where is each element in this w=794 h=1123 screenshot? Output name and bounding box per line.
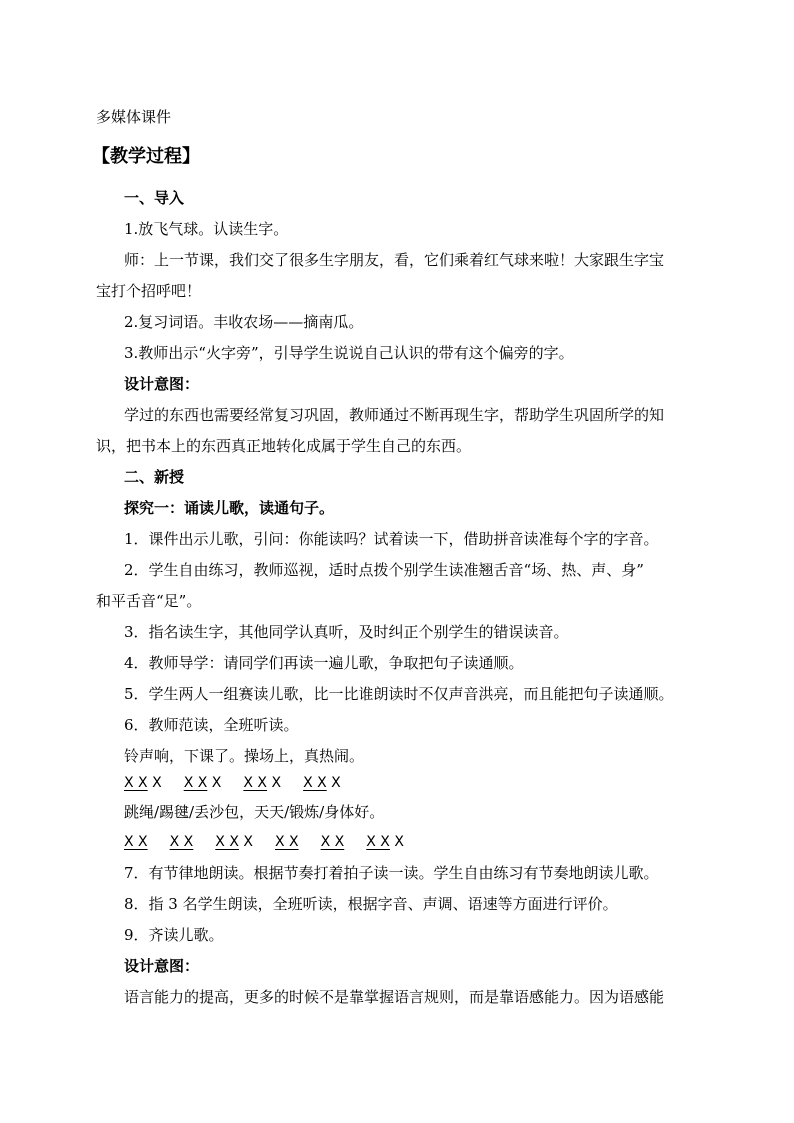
- media-line: 多媒体课件: [96, 108, 172, 126]
- poem-line: 铃声响，下课了。操场上，真热闹。: [124, 747, 365, 765]
- rhythm-line-2: [124, 832, 708, 852]
- explore-heading: 探究一：诵读儿歌，读通句子。: [124, 499, 335, 517]
- paragraph: 识，把书本上的东西真正地转化成属于学生自己的东西。: [96, 437, 472, 455]
- paragraph: 学过的东西也需要经常复习巩固，教师通过不断再现生字，帮助学生巩固所学的知: [124, 406, 665, 424]
- rhythm-beat: X: [389, 834, 404, 850]
- rhythm-beat: X: [267, 775, 282, 791]
- paragraph: 师：上一节课，我们交了很多生字朋友，看，它们乘着红气球来啦！大家跟生字宝: [124, 251, 665, 269]
- design-intent-label: 设计意图：: [124, 375, 200, 393]
- paragraph: 3.教师出示“火字旁”，引导学生说说自己认识的带有这个偏旁的字。: [124, 344, 574, 362]
- rhythm-beat-underlined: X X: [274, 834, 299, 850]
- paragraph: 2.复习词语。丰收农场——摘南瓜。: [124, 313, 364, 331]
- rhythm-line-1: [124, 773, 708, 793]
- rhythm-beat: X: [238, 834, 253, 850]
- rhythm-beat-underlined: X X: [243, 775, 268, 791]
- rhythm-beat-underlined: X X: [320, 834, 345, 850]
- paragraph: 宝打个招呼吧！: [96, 282, 202, 300]
- step-item: 4．教师导学：请同学们再读一遍儿歌，争取把句子读通顺。: [124, 654, 524, 672]
- part2-heading: 二、新授: [124, 468, 185, 486]
- step-item: 3．指名读生字，其他同学认真听，及时纠正个别学生的错误读音。: [124, 623, 569, 641]
- step-item: 5．学生两人一组赛读儿歌，比一比谁朗读时不仅声音洪亮，而且能把句子读通顺。: [124, 685, 674, 703]
- poem-line: 跳绳/踢毽/丢沙包，天天/锻炼/身体好。: [124, 803, 385, 821]
- rhythm-beat-underlined: X X: [183, 775, 208, 791]
- rhythm-beat: X: [147, 775, 162, 791]
- rhythm-beat-underlined: X X: [124, 834, 148, 850]
- step-item: 2．学生自由练习，教师巡视，适时点拨个别学生读准翘舌音“场、热、声、身”: [124, 561, 644, 579]
- rhythm-beat-underlined: X X: [124, 775, 148, 791]
- paragraph: 1.放飞气球。认读生字。: [124, 220, 289, 238]
- step-item: 9．齐读儿歌。: [124, 926, 224, 944]
- step-item: 7．有节律地朗读。根据节奏打着拍子读一读。学生自由练习有节奏地朗读儿歌。: [124, 864, 659, 882]
- rhythm-beat: X: [326, 775, 341, 791]
- rhythm-beat-underlined: X X: [303, 775, 327, 791]
- section-title: 【教学过程】: [92, 146, 200, 167]
- rhythm-beat: X: [207, 775, 222, 791]
- rhythm-beat-underlined: X X: [366, 834, 390, 850]
- paragraph: 语言能力的提高，更多的时候不是靠掌握语言规则，而是靠语感能力。因为语感能: [124, 988, 665, 1006]
- step-item: 6．教师范读，全班听读。: [124, 716, 299, 734]
- rhythm-beat-underlined: X X: [169, 834, 194, 850]
- step-item: 1．课件出示儿歌，引问：你能读吗？试着读一下，借助拼音读准每个字的字音。: [124, 530, 659, 548]
- step-item: 8．指 3 名学生朗读，全班听读，根据字音、声调、语速等方面进行评价。: [124, 895, 618, 913]
- part1-heading: 一、导入: [124, 189, 185, 207]
- design-intent-label: 设计意图：: [124, 957, 200, 975]
- rhythm-beat-underlined: X X: [215, 834, 239, 850]
- step-item: 和平舌音“足”。: [96, 592, 202, 610]
